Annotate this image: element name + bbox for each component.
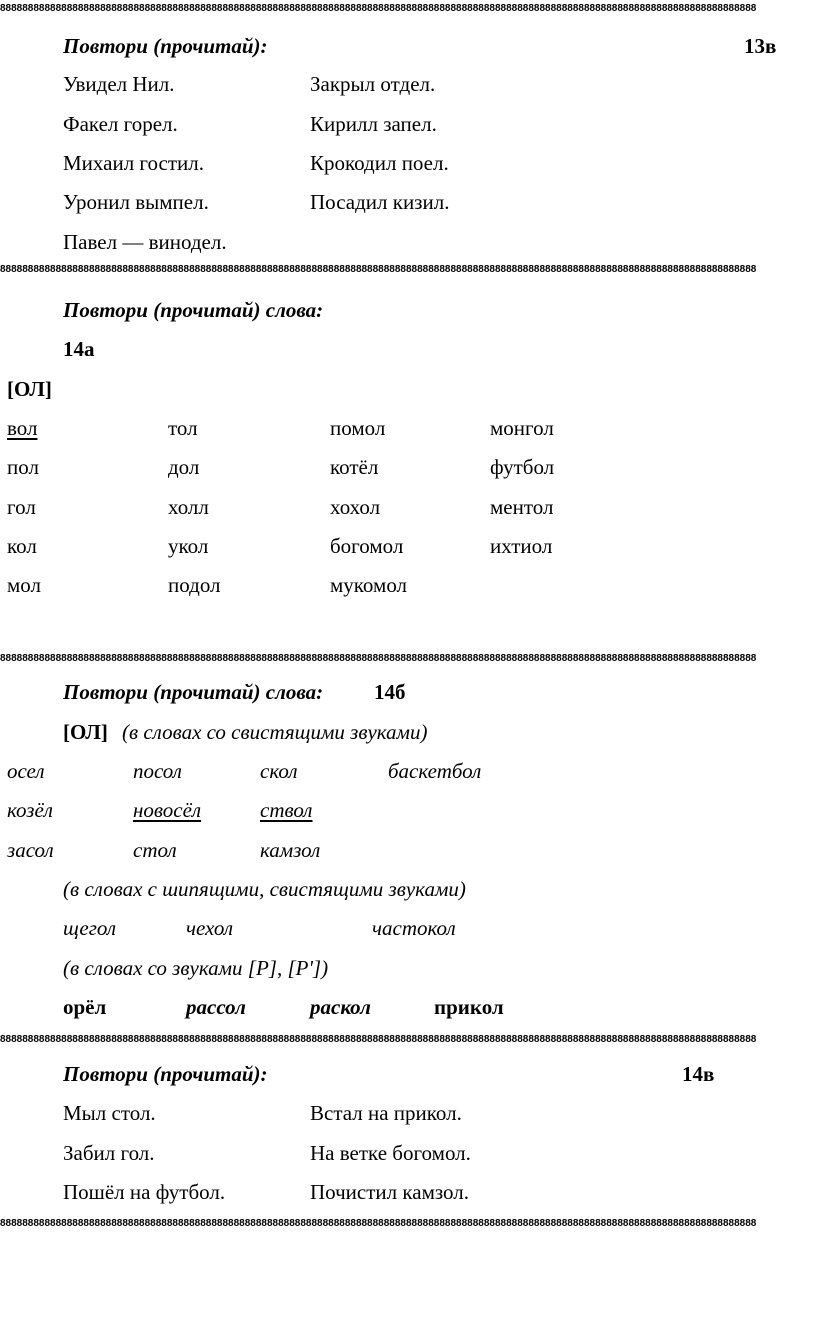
sentence: Павел — винодел. — [63, 230, 227, 254]
word: новосёл — [133, 798, 202, 822]
exercise-number: 14б — [374, 680, 406, 704]
section-heading: Повтори (прочитай) слова: — [63, 680, 324, 704]
sentence: Факел горел. — [63, 112, 178, 136]
instruction-note: (в словах со звуками [Р], [Р']) — [63, 956, 329, 980]
word: монгол — [490, 416, 554, 440]
exercise-number: 13в — [744, 34, 777, 58]
sentence: Михаил гостил. — [63, 151, 205, 175]
word: ствол — [260, 798, 313, 822]
decorative-border: 8888888888888888888888888888888888888888888888888888888888888888888888888888888888888888888888888888888888888888888888888888888888888888 — [0, 3, 757, 14]
sentence: Встал на прикол. — [310, 1101, 462, 1125]
word: частокол — [372, 916, 456, 940]
sentence: Уронил вымпел. — [63, 190, 209, 214]
word: орёл — [63, 995, 107, 1019]
section-heading: Повтори (прочитай): — [63, 34, 268, 58]
word: подол — [168, 573, 221, 597]
instruction-note: (в словах со свистящими звуками) — [122, 720, 428, 744]
word: холл — [168, 495, 209, 519]
word: кол — [7, 534, 37, 558]
word: засол — [7, 838, 54, 862]
decorative-border: 8888888888888888888888888888888888888888888888888888888888888888888888888888888888888888888888888888888888888888888888888888888888888888 — [0, 1218, 757, 1229]
sentence: Крокодил поел. — [310, 151, 449, 175]
word: котёл — [330, 455, 379, 479]
word: козёл — [7, 798, 53, 822]
section-heading: Повтори (прочитай) слова: — [63, 298, 324, 322]
word: мукомол — [330, 573, 408, 597]
word: камзол — [260, 838, 321, 862]
word: мол — [7, 573, 41, 597]
word: осел — [7, 759, 45, 783]
word: помол — [330, 416, 386, 440]
exercise-number: 14в — [682, 1062, 715, 1086]
word: ихтиол — [490, 534, 553, 558]
sentence: Посадил кизил. — [310, 190, 450, 214]
sentence: Кирилл запел. — [310, 112, 437, 136]
sound-label: [ОЛ] — [63, 720, 108, 744]
word: тол — [168, 416, 198, 440]
decorative-border: 8888888888888888888888888888888888888888888888888888888888888888888888888888888888888888888888888888888888888888888888888888888888888888 — [0, 264, 757, 275]
word: прикол — [434, 995, 504, 1019]
decorative-border: 8888888888888888888888888888888888888888888888888888888888888888888888888888888888888888888888888888888888888888888888888888888888888888 — [0, 1034, 757, 1045]
sentence: Почистил камзол. — [310, 1180, 470, 1204]
word: богомол — [330, 534, 404, 558]
word: ментол — [490, 495, 554, 519]
exercise-number: 14а — [63, 337, 95, 361]
instruction-note: (в словах с шипящими, свистящими звуками) — [63, 877, 466, 901]
sentence: Увидел Нил. — [63, 72, 175, 96]
sentence: Закрыл отдел. — [310, 72, 436, 96]
word: стол — [133, 838, 177, 862]
word: баскетбол — [388, 759, 482, 783]
sentence: Забил гол. — [63, 1141, 155, 1165]
word: укол — [168, 534, 209, 558]
sentence: На ветке богомол. — [310, 1141, 471, 1165]
sound-label: [ОЛ] — [7, 377, 52, 401]
decorative-border: 8888888888888888888888888888888888888888888888888888888888888888888888888888888888888888888888888888888888888888888888888888888888888888 — [0, 653, 757, 664]
section-heading: Повтори (прочитай): — [63, 1062, 268, 1086]
sentence: Мыл стол. — [63, 1101, 156, 1125]
word: чехол — [186, 916, 233, 940]
word: щегол — [63, 916, 117, 940]
word: вол — [7, 416, 38, 440]
word: рассол — [186, 995, 246, 1019]
word: раскол — [310, 995, 371, 1019]
word: пол — [7, 455, 39, 479]
word: скол — [260, 759, 298, 783]
word: футбол — [490, 455, 555, 479]
word: дол — [168, 455, 200, 479]
word: посол — [133, 759, 182, 783]
word: хохол — [330, 495, 381, 519]
word: гол — [7, 495, 36, 519]
sentence: Пошёл на футбол. — [63, 1180, 226, 1204]
